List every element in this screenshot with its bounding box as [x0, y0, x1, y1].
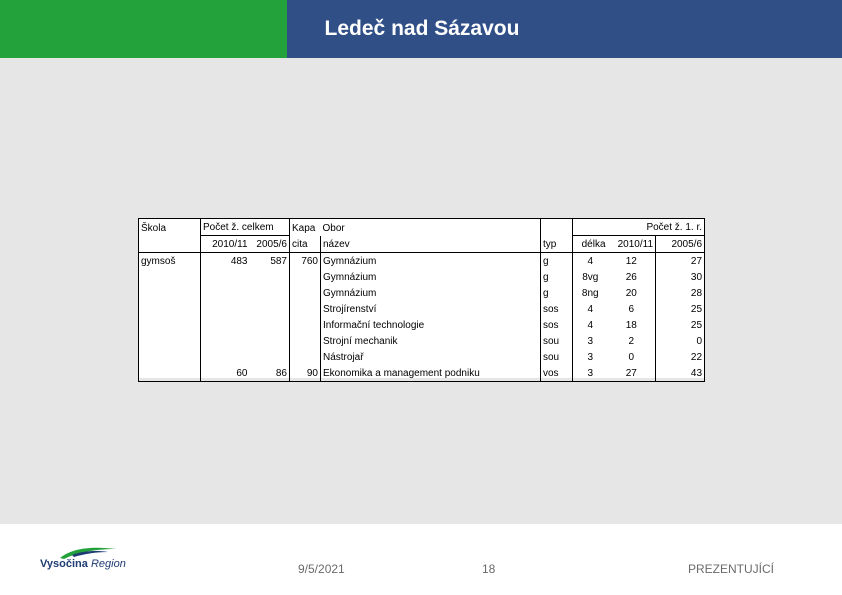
cell-delka: 3	[573, 333, 608, 349]
header-celkem-2005: 2005/6	[250, 236, 290, 253]
cell-delka: 3	[573, 349, 608, 365]
cell-typ: g	[541, 253, 573, 270]
school-name: gymsoš	[139, 253, 201, 270]
cell-celkem-2005	[250, 301, 290, 317]
cell-typ: sos	[541, 317, 573, 333]
logo-text-light: Region	[87, 558, 126, 570]
cell-kapacita: 90	[290, 365, 321, 382]
header-kapacita: Kapa	[290, 219, 321, 236]
cell-typ: g	[541, 285, 573, 301]
cell-nazev: Gymnázium	[321, 269, 541, 285]
header-skola: Škola	[139, 219, 201, 236]
cell-kapacita	[290, 349, 321, 365]
cell-celkem-2010: 60	[201, 365, 250, 382]
cell-1r-2005: 25	[656, 317, 705, 333]
table-row	[139, 333, 705, 349]
school-name-empty	[139, 269, 201, 285]
cell-celkem-2010	[201, 285, 250, 301]
cell-celkem-2005	[250, 349, 290, 365]
cell-kapacita	[290, 301, 321, 317]
cell-celkem-2005: 587	[270, 256, 287, 267]
cell-celkem-2010	[201, 269, 250, 285]
header-celkem-2010: 2010/11	[201, 236, 250, 253]
cell-typ: sou	[541, 333, 573, 349]
cell-typ: sou	[541, 349, 573, 365]
cell-1r-2010: 12	[625, 256, 637, 267]
cell-celkem-2010	[201, 301, 250, 317]
cell-nazev: Ekonomika a management podniku	[321, 365, 541, 382]
table-row	[139, 317, 705, 333]
school-name-empty	[139, 333, 201, 349]
cell-1r-2010: 26	[625, 272, 637, 283]
cell-kapacita	[290, 285, 321, 301]
cell-nazev: Gymnázium	[321, 285, 541, 301]
table-row	[139, 269, 705, 285]
cell-1r-2005: 30	[656, 269, 705, 285]
cell-celkem-2010	[201, 333, 250, 349]
cell-1r-2010: 27	[608, 365, 656, 382]
cell-nazev: Nástrojař	[321, 349, 541, 365]
table-row	[139, 301, 705, 317]
cell-celkem-2005	[250, 285, 290, 301]
school-name-empty	[139, 285, 201, 301]
school-name-empty	[139, 317, 201, 333]
cell-typ: g	[541, 269, 573, 285]
footer-presenter: PREZENTUJÍCÍ	[688, 562, 775, 576]
cell-1r-2010: 18	[625, 320, 637, 331]
header-delka: délka	[573, 236, 608, 253]
table-row	[139, 365, 705, 382]
cell-1r-2005: 27	[656, 253, 705, 270]
cell-1r-2005: 43	[656, 365, 705, 382]
header-kapacita-cont: cita	[290, 236, 321, 253]
footer-date: 9/5/2021	[298, 562, 345, 576]
cell-1r-2005: 22	[656, 349, 705, 365]
school-name-empty	[139, 301, 201, 317]
table-row	[139, 253, 705, 270]
cell-typ: vos	[541, 365, 573, 382]
vysocina-region-logo	[40, 546, 140, 576]
cell-celkem-2005	[250, 333, 290, 349]
table-header-row-2	[139, 236, 705, 253]
cell-nazev: Strojírenství	[321, 301, 541, 317]
cell-nazev: Informační technologie	[321, 317, 541, 333]
table-row	[139, 285, 705, 301]
cell-delka: 4	[573, 317, 608, 333]
header-typ: typ	[541, 236, 573, 253]
school-name-empty	[139, 349, 201, 365]
cell-celkem-2005	[250, 269, 290, 285]
header-typ-empty	[541, 219, 573, 236]
header-pocet-1r: Počet ž. 1. r.	[573, 219, 705, 236]
table-row	[139, 349, 705, 365]
cell-delka: 8ng	[573, 285, 608, 301]
table-header-row-1	[139, 219, 705, 236]
cell-1r-2005: 0	[656, 333, 705, 349]
cell-delka: 4	[573, 301, 608, 317]
cell-1r-2010: 20	[625, 288, 637, 299]
cell-kapacita	[290, 269, 321, 285]
cell-delka: 4	[573, 253, 608, 270]
footer-page-number: 18	[482, 562, 496, 576]
header-green-band	[0, 0, 287, 58]
header-skola-empty	[139, 236, 201, 253]
cell-typ: sos	[541, 301, 573, 317]
cell-1r-2010: 0	[628, 352, 635, 363]
cell-nazev: Gymnázium	[321, 253, 541, 270]
header-1r-2005: 2005/6	[656, 236, 705, 253]
cell-delka: 3	[573, 365, 608, 382]
cell-celkem-2010	[201, 349, 250, 365]
cell-celkem-2005	[250, 317, 290, 333]
cell-kapacita	[290, 317, 321, 333]
school-name-empty	[139, 365, 201, 382]
logo-text-bold: Vysočina	[40, 558, 88, 570]
cell-kapacita: 760	[290, 253, 321, 270]
header-1r-2010: 2010/11	[608, 236, 656, 253]
cell-celkem-2010	[201, 317, 250, 333]
cell-kapacita	[290, 333, 321, 349]
header-pocet-celkem: Počet ž. celkem	[201, 219, 290, 236]
slide-title: Ledeč nad Sázavou	[324, 17, 520, 40]
cell-1r-2005: 28	[656, 285, 705, 301]
school-table	[138, 218, 704, 378]
header-nazev: název	[321, 236, 541, 253]
cell-1r-2010: 2	[628, 336, 635, 347]
cell-delka: 8vg	[573, 269, 608, 285]
cell-celkem-2010: 483	[201, 253, 250, 270]
cell-1r-2010: 6	[628, 304, 635, 315]
header-obor: Obor	[321, 219, 541, 236]
cell-celkem-2005: 86	[250, 365, 290, 382]
cell-nazev: Strojní mechanik	[321, 333, 541, 349]
cell-1r-2005: 25	[656, 301, 705, 317]
